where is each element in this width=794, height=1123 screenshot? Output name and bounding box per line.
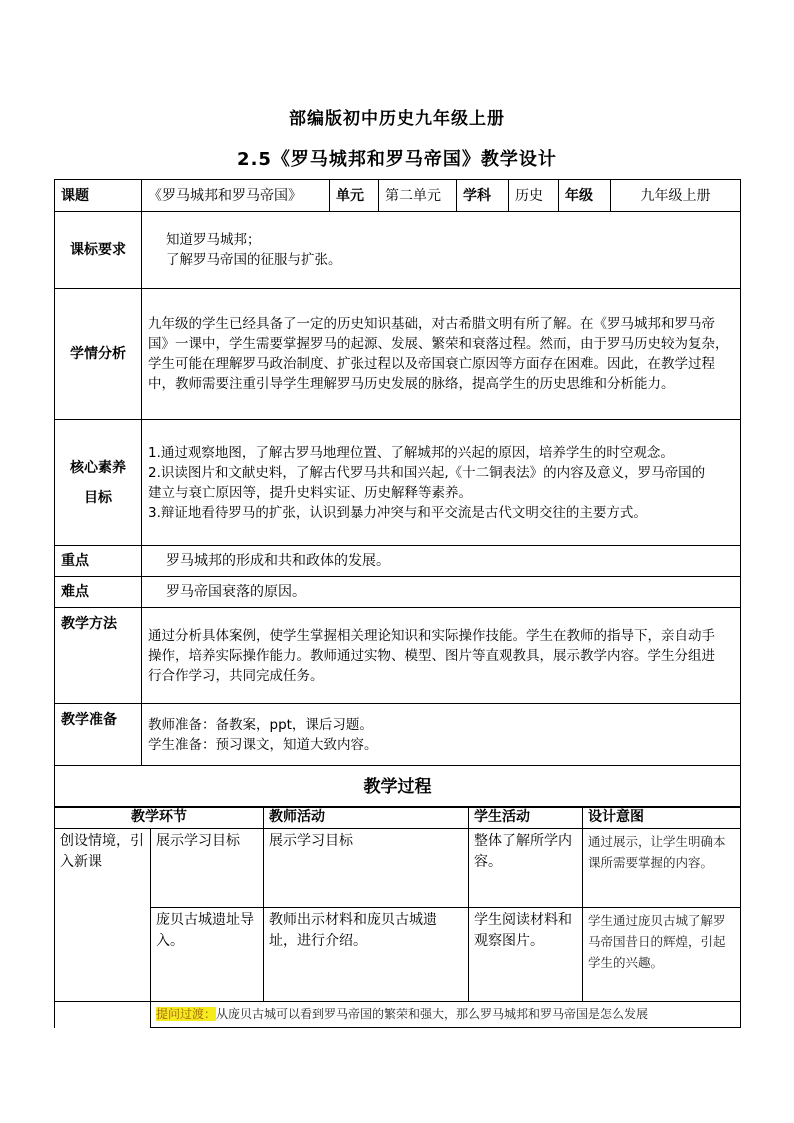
teaching-process-table: [54, 806, 741, 1028]
standards-label: 课标要求: [55, 212, 142, 289]
analysis-line: 九年级的学生已经具备了一定的历史知识基础，对古希腊文明有所了解。在《罗马城邦和罗马帝: [148, 316, 715, 332]
core-goals-line: 建立与衰亡原因等，提升史料实证、历史解释等素养。: [148, 484, 472, 501]
teacher-activity: 教师出示材料和庞贝古城遗址，进行介绍。: [264, 908, 469, 1002]
table-row: [55, 908, 741, 1002]
core-goals-line: 3.辩证地看待罗马的扩张，认识到暴力冲突与和平交流是古代文明交往的主要方式。: [148, 504, 647, 521]
transition-cell: [151, 1002, 741, 1028]
topic-value: 《罗马城邦和罗马帝国》: [142, 180, 330, 212]
transition-label: 提问过渡：: [156, 1007, 217, 1021]
core-goals-label-line: 核心素养: [70, 459, 126, 476]
method-content: [142, 608, 741, 704]
step-name: 庞贝古城遗址导入。: [151, 908, 264, 1002]
document-subtitle: 2.5《罗马城邦和罗马帝国》教学设计: [237, 149, 557, 170]
standards-content: [142, 212, 741, 289]
standards-line: 了解罗马帝国的征服与扩张。: [166, 252, 342, 268]
design-intent: 通过展示，让学生明确本课所需要掌握的内容。: [583, 829, 741, 908]
unit-value: 第二单元: [379, 180, 457, 212]
header-intent: 设计意图: [583, 807, 741, 829]
transition-row: [55, 1002, 741, 1028]
analysis-line: 学生可能在理解罗马政治制度、扩张过程以及帝国衰亡原因等方面存在困难。因此，在教学过程: [148, 356, 715, 372]
stage-name: 创设情境，引入新课: [55, 829, 151, 1002]
preparation-content: [142, 704, 741, 766]
transition-text: 从庞贝古城可以看到罗马帝国的繁荣和强大，那么罗马城邦和罗马帝国是怎么发展: [216, 1007, 649, 1021]
key-point-value: 罗马城邦的形成和共和政体的发展。: [142, 546, 741, 577]
process-header-row: [55, 807, 741, 829]
key-point-row: [55, 546, 741, 577]
student-activity: 学生阅读材料和观察图片。: [469, 908, 583, 1002]
standards-line: 知道罗马城邦；: [166, 232, 261, 248]
header-stage: 教学环节: [55, 807, 264, 829]
table-row: [55, 829, 741, 908]
preparation-row: [55, 704, 741, 766]
core-goals-label-line: 目标: [84, 489, 112, 506]
core-goals-content: [142, 420, 741, 546]
analysis-content: [142, 289, 741, 420]
subject-value: 历史: [509, 180, 559, 212]
header-teacher: 教师活动: [264, 807, 469, 829]
analysis-label: 学情分析: [55, 289, 142, 420]
core-goals-label: [55, 420, 142, 546]
info-row: [55, 180, 741, 212]
design-intent: 学生通过庞贝古城了解罗马帝国昔日的辉煌，引起学生的兴趣。: [583, 908, 741, 1002]
analysis-row: [55, 289, 741, 420]
lesson-info-table: [54, 179, 741, 808]
difficulty-row: [55, 577, 741, 608]
method-row: [55, 608, 741, 704]
core-goals-line: 1.通过观察地图，了解古罗马地理位置、了解城邦的兴起的原因，培养学生的时空观念。: [148, 444, 674, 461]
core-goals-line: 2.识读图片和文献史料，了解古代罗马共和国兴起,《十二铜表法》的内容及意义，罗马帝国的: [148, 464, 706, 481]
header-student: 学生活动: [469, 807, 583, 829]
student-activity: 整体了解所学内容。: [469, 829, 583, 908]
core-goals-row: [55, 420, 741, 546]
topic-label: 课题: [55, 180, 142, 212]
difficulty-value: 罗马帝国衰落的原因。: [142, 577, 741, 608]
subject-label: 学科: [457, 180, 509, 212]
process-title: 教学过程: [55, 766, 741, 808]
preparation-line: 教师准备：备教案，ppt，课后习题。: [148, 716, 373, 733]
document-title: 部编版初中历史九年级上册: [289, 109, 505, 129]
teacher-activity: 展示学习目标: [264, 829, 469, 908]
grade-value: 九年级上册: [611, 180, 741, 212]
standards-row: [55, 212, 741, 289]
step-name: 展示学习目标: [151, 829, 264, 908]
preparation-line: 学生准备：预习课文，知道大致内容。: [148, 736, 378, 753]
unit-label: 单元: [330, 180, 379, 212]
transition-spacer: [55, 1002, 151, 1028]
method-line: 行合作学习，共同完成任务。: [148, 667, 324, 684]
key-point-label: 重点: [55, 546, 142, 577]
preparation-label: 教学准备: [55, 704, 142, 766]
method-line: 通过分析具体案例，使学生掌握相关理论知识和实际操作技能。学生在教师的指导下，亲自动手: [148, 627, 715, 644]
analysis-line: 国》一课中，学生需要掌握罗马的起源、发展、繁荣和衰落过程。然而，由于罗马历史较为复杂，: [148, 336, 729, 352]
method-line: 操作，培养实际操作能力。教师通过实物、模型、图片等直观教具，展示教学内容。学生分组进: [148, 647, 715, 664]
method-label: 教学方法: [55, 608, 142, 704]
process-title-row: [55, 766, 741, 808]
grade-label: 年级: [559, 180, 611, 212]
difficulty-label: 难点: [55, 577, 142, 608]
analysis-line: 中，教师需要注重引导学生理解罗马历史发展的脉络，提高学生的历史思维和分析能力。: [148, 376, 675, 392]
